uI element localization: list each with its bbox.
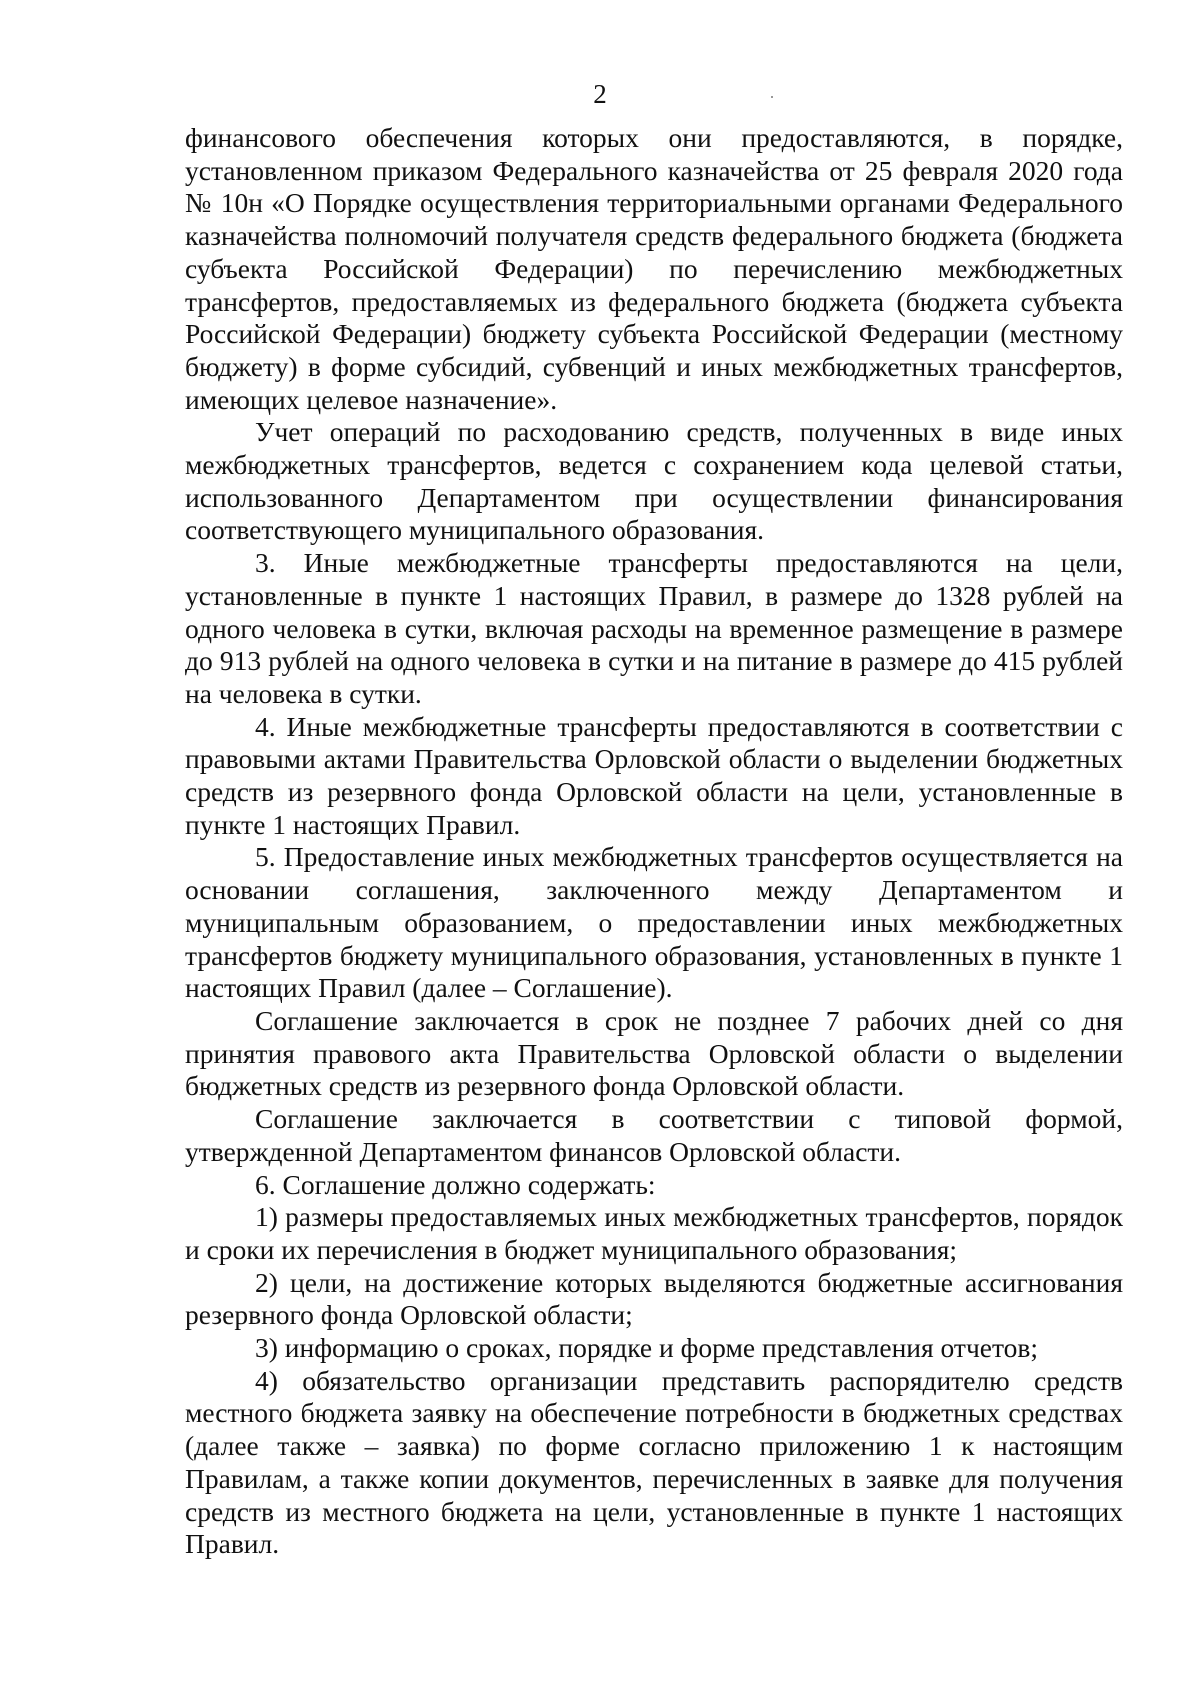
paragraph-subitem-1: 1) размеры предоставляемых иных межбюджетных трансфертов, порядок и сроки их перечисления в бюджет муниципального образования; — [185, 1201, 1123, 1265]
paragraph-item-4: 4. Иные межбюджетные трансферты предоставляются в соответствии с правовыми актами Правительства Орловской области о выделении бюджетных средств из резервного фонда Орловской области на цели, установленные в пункте 1 настоящих Правил. — [185, 710, 1123, 840]
paragraph-subitem-4: 4) обязательство организации представить распорядителю средств местного бюджета заявку на обеспечение потребности в бюджетных средствах (далее также – заявка) по форме согласно приложению 1 к настоящим Правилам, а также копии документов, перечисленных в заявке для получения средств из местного бюджета на цели, установленные в пункте 1 настоящих Правил. — [185, 1364, 1123, 1560]
paragraph-subitem-2: 2) цели, на достижение которых выделяются бюджетные ассигнования резервного фонда Орловской области; — [185, 1266, 1123, 1331]
paragraph-continuation: финансового обеспечения которых они предоставляются, в порядке, установленном приказом Федерального казначейства от 25 февраля 2020 года № 10н «О Порядке осуществления территориальными органами Федерального казначейства полномочий получателя средств федерального бюджета (бюджета субъекта Российской Федерации) по перечислению межбюджетных трансфертов, предоставляемых из федерального бюджета (бюджета субъекта Российской Федерации) бюджету субъекта Российской Федерации (местному бюджету) в форме субсидий, субвенций и иных межбюджетных трансфертов, имеющих целевое назначение». — [185, 122, 1123, 415]
scan-speck — [771, 96, 773, 98]
page-number: 2 — [593, 79, 607, 109]
paragraph-accounting: Учет операций по расходованию средств, полученных в виде иных межбюджетных трансфертов, ведется с сохранением кода целевой статьи, использованного Департаментом при осуществлении финансирования соответствующего муниципального образования. — [185, 416, 1123, 546]
paragraph-agreement-term: Соглашение заключается в срок не позднее 7 рабочих дней со дня принятия правового акта Правительства Орловской области о выделении бюджетных средств из резервного фонда Орловской области. — [185, 1004, 1123, 1102]
document-body — [185, 122, 1123, 1561]
paragraph-item-5: 5. Предоставление иных межбюджетных трансфертов осуществляется на основании соглашения, заключенного между Департаментом и муниципальным образованием, о предоставлении иных межбюджетных трансфертов бюджету муниципального образования, установленных в пункте 1 настоящих Правил (далее – Соглашение). — [185, 841, 1123, 1004]
paragraph-agreement-form: Соглашение заключается в соответствии с типовой формой, утвержденной Департаментом финансов Орловской области. — [185, 1103, 1123, 1167]
paragraph-subitem-3: 3) информацию о сроках, порядке и форме представления отчетов; — [255, 1332, 1039, 1364]
paragraph-item-3: 3. Иные межбюджетные трансферты предоставляются на цели, установленные в пункте 1 настоящих Правил, в размере до 1328 рублей на одного человека в сутки, включая расходы на временное размещение в размере до 913 рублей на одного человека в сутки и на питание в размере до 415 рублей на человека в сутки. — [185, 547, 1123, 709]
paragraph-item-6: 6. Соглашение должно содержать: — [255, 1168, 656, 1200]
